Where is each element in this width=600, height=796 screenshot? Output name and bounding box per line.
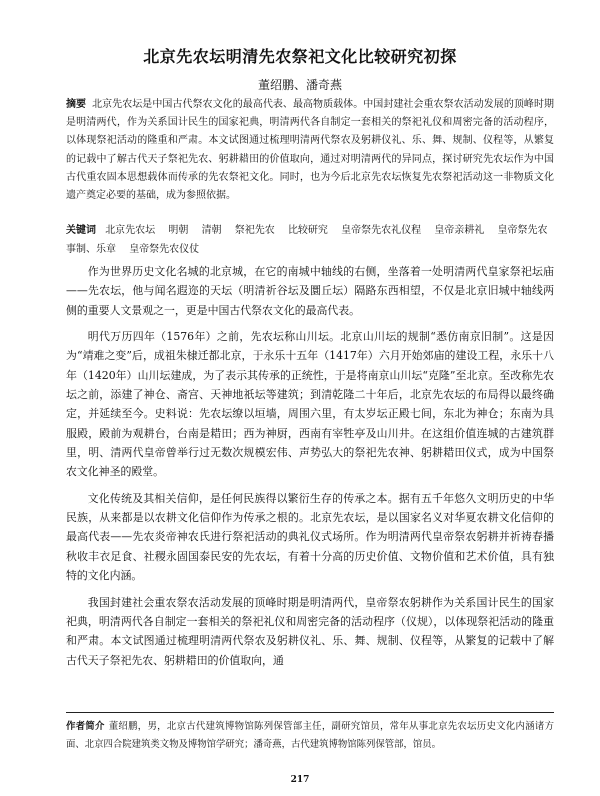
keyword: 皇帝祭先农事制、乐章 [66, 225, 548, 255]
footnote-label: 作者简介 [66, 721, 105, 732]
abstract-label: 摘要 [66, 99, 87, 110]
footnote-text: 董绍鹏，男，北京古代建筑博物馆陈列保管部主任，副研究馆员，常年从事北京先农坛历史文化内涵诸方面、北京四合院建筑类文物及博物馆学研究；潘奇燕，古代建筑博物馆陈列保管部，馆员。 [66, 721, 554, 750]
keywords [66, 222, 554, 259]
paper-title: 北京先农坛明清先农祭祀文化比较研究初探 [143, 47, 457, 66]
body-text [66, 262, 554, 677]
footnote [66, 718, 554, 754]
page-number: 217 [290, 775, 310, 785]
keyword: 皇帝亲耕礼 [434, 225, 485, 236]
abstract [66, 96, 554, 205]
abstract-text: 北京先农坛是中国古代祭农文化的最高代表、最高物质载体。中国封建社会重农祭农活动发展的顶峰时期是明清两代，作为关系国计民生的国家祀典，明清两代各自制定一套相关的祭祀礼仪和周密完备的活动程序，以体现祭祀活动的隆重和严肃。本文试图通过梳理明清两代祭农及躬耕仪礼、乐、舞、规制、仪程等，从繁复的记载中了解古代天子祭祀先农、躬耕耤田的价值取向，通过对明清两代的异同点，探讨研究先农坛作为中国古代重农固本思想载体而传承的先农祭祀文化。同时，也为今后北京先农坛恢复先农祭祀活动这一非物质文化遗产奠定必要的基础，成为参照依据。 [66, 99, 555, 202]
keyword: 皇帝祭先农礼仪程 [341, 225, 422, 236]
body-paragraph: 文化传统及其相关信仰，是任何民族得以繁衍生存的传承之本。据有五千年悠久文明历史的中华民族，从来都是以农耕文化信仰作为传承之根的。北京先农坛，是以国家名义对华夏农耕文化信仰的最高代表——先农炎帝神农氏进行祭祀活动的典礼仪式场所。作为明清两代皇帝祭农躬耕并祈祷春播秋收丰衣足食、社稷永固国泰民安的先农坛，有着十分高的历史价值、文物价值和艺术价值，具有独特的文化内涵。 [66, 491, 554, 583]
keyword: 北京先农坛 [105, 225, 156, 236]
body-paragraph: 明代万历四年（1576年）之前，先农坛称山川坛。北京山川坛的规制“悉仿南京旧制”。这是因为“靖难之变”后，成祖朱棣迁都北京，于永乐十五年（1417年）六月开始郊庙的建设工程，永乐十八年（1420年）山川坛建成，为了表示其传承的正统性，于是将南京山川坛“克隆”至北京。至改称先农坛之前，添建了神仓、斋宫、天神地祇坛等建筑；到清乾隆二十年后，北京先农坛的布局得以最终确定，并延续至今。史料说：先农坛缭以垣墙，周围六里，有太岁坛正殿七间，东北为神仓；东南为具服殿，殿前为观耕台，台南是耤田；西为神厨，西南有宰牲亭及山川井。在这组价值连城的古建筑群里，明、清两代皇帝曾举行过无数次规模宏伟、声势弘大的祭祀先农神、躬耕耤田仪式，成为中国祭农文化神圣的殿堂。 [66, 330, 554, 479]
keyword: 祭祀先农 [234, 225, 275, 236]
keyword: 皇帝祭先农仪仗 [129, 243, 200, 255]
keyword: 明朝 [168, 225, 189, 236]
keywords-label: 关键词 [66, 225, 96, 236]
keyword: 清朝 [201, 225, 222, 236]
keyword: 比较研究 [287, 225, 328, 236]
body-paragraph: 作为世界历史文化名城的北京城，在它的南城中轴线的右侧，坐落着一处明清两代皇家祭祀坛庙——先农坛，他与闻名遐迩的天坛（明清祈谷坛及圜丘坛）隔路东西相望，不仅是北京旧城中轴线两侧的重要人文景观之一，更是中国古代祭农文化的最高代表。 [66, 265, 554, 317]
paper-authors: 董绍鹏、潘奇燕 [257, 78, 342, 92]
body-paragraph: 我国封建社会重农祭农活动发展的顶峰时期是明清两代，皇帝祭农躬耕作为关系国计民生的国家祀典，明清两代各自制定一套相关的祭祀礼仪和周密完备的活动程序（仪规），以体现祭祀活动的隆重和严肃。本文试图通过梳理明清两代祭农及躬耕仪礼、乐、舞、规制、仪程等，从繁复的记载中了解古代天子祭祀先农、躬耕耤田的价值取向，通 [66, 595, 554, 667]
footnote-divider [66, 712, 554, 713]
